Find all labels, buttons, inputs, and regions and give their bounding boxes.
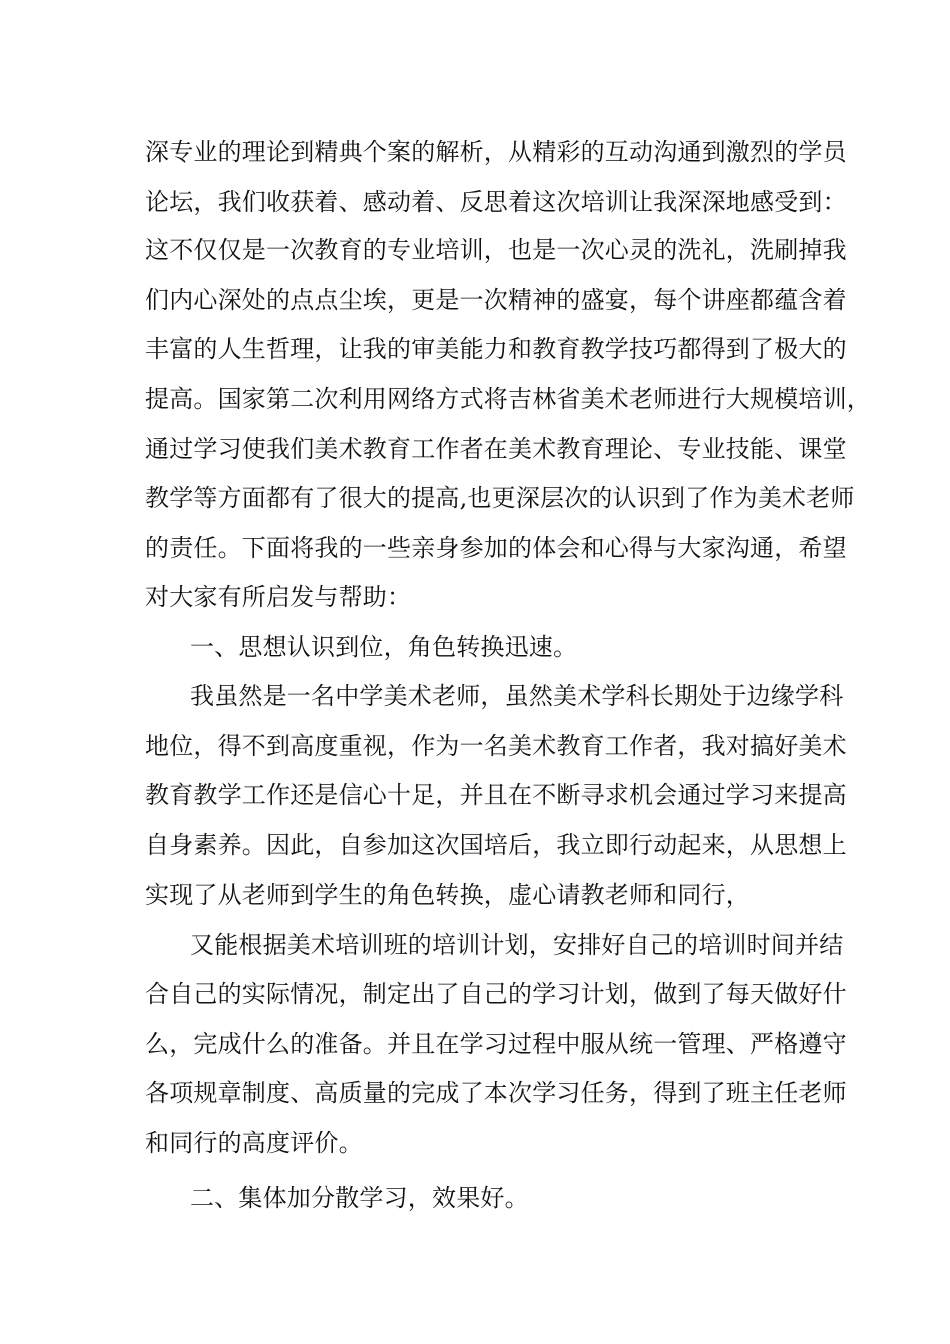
text-line: 么，完成什么的准备。并且在学习过程中服从统一管理、严格遵守: [145, 1030, 847, 1058]
text-line: 们内心深处的点点尘埃，更是一次精神的盛宴，每个讲座都蕴含着: [145, 286, 847, 314]
text-line: 自身素养。因此，自参加这次国培后，我立即行动起来，从思想上: [145, 831, 847, 859]
text-line: 和同行的高度评价。: [145, 1129, 363, 1157]
text-line: 地位，得不到高度重视，作为一名美术教育工作者，我对搞好美术: [145, 732, 847, 760]
text-line: 论坛，我们收获着、感动着、反思着这次培训让我深深地感受到：: [145, 188, 847, 216]
section-heading: 二、集体加分散学习，效果好。: [190, 1184, 529, 1212]
text-line: 教育教学工作还是信心十足，并且在不断寻求机会通过学习来提高: [145, 781, 847, 809]
text-line: 又能根据美术培训班的培训计划，安排好自己的培训时间并结: [190, 931, 844, 959]
text-line: 通过学习使我们美术教育工作者在美术教育理论、专业技能、课堂: [145, 435, 847, 463]
text-line: 各项规章制度、高质量的完成了本次学习任务，得到了班主任老师: [145, 1079, 847, 1107]
text-line: 合自己的实际情况，制定出了自己的学习计划，做到了每天做好什: [145, 980, 847, 1008]
text-line: 我虽然是一名中学美术老师，虽然美术学科长期处于边缘学科: [190, 682, 844, 710]
text-line: 提高。国家第二次利用网络方式将吉林省美术老师进行大规模培训，: [145, 385, 871, 413]
text-line: 教学等方面都有了很大的提高,也更深层次的认识到了作为美术老师: [145, 484, 855, 512]
text-line: 深专业的理论到精典个案的解析，从精彩的互动沟通到激烈的学员: [145, 138, 847, 166]
text-line: 的责任。下面将我的一些亲身参加的体会和心得与大家沟通，希望: [145, 534, 847, 562]
text-line: 实现了从老师到学生的角色转换，虚心请教老师和同行，: [145, 881, 750, 909]
text-line: 丰富的人生哲理，让我的审美能力和教育教学技巧都得到了极大的: [145, 335, 847, 363]
text-line: 这不仅仅是一次教育的专业培训，也是一次心灵的洗礼，洗刷掉我: [145, 236, 847, 264]
section-heading: 一、思想认识到位，角色转换迅速。: [190, 633, 578, 661]
text-line: 对大家有所启发与帮助：: [145, 583, 412, 611]
